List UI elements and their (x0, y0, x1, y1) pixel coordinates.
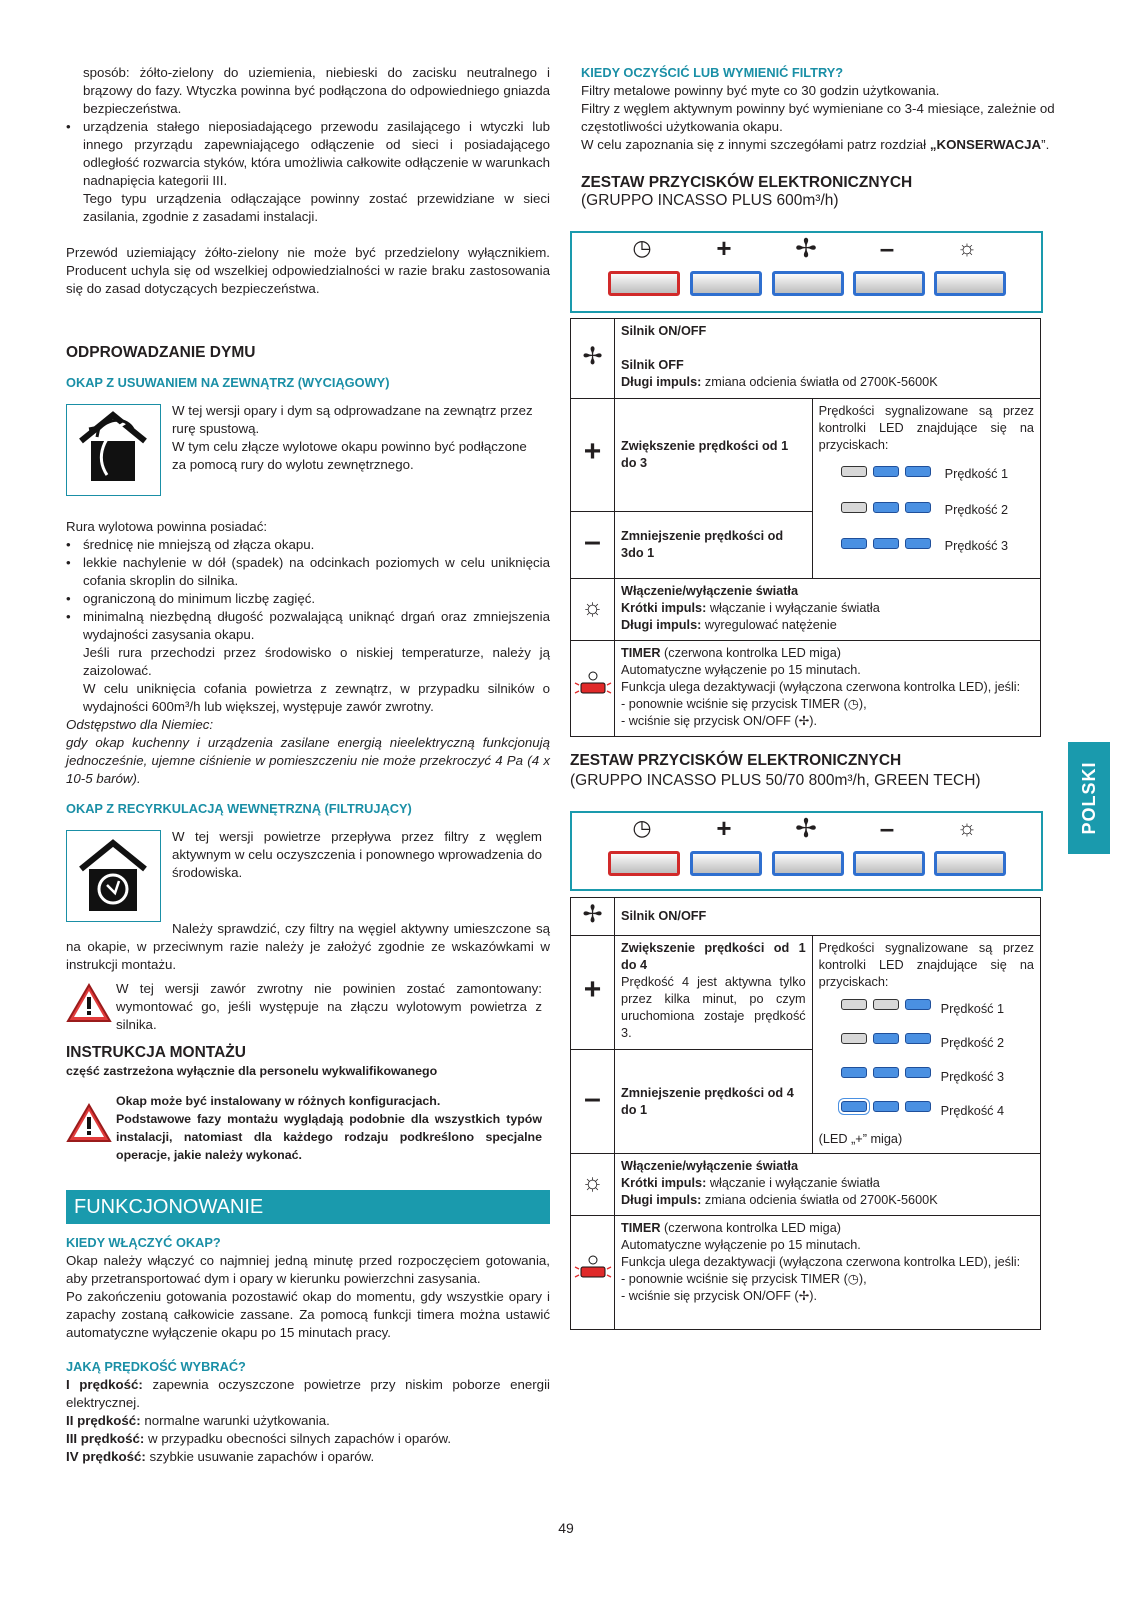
speed-indicator-cell (812, 399, 1040, 579)
timer-button[interactable] (608, 851, 680, 876)
external-block (66, 404, 550, 504)
functioning-band: FUNKCJONOWANIE (66, 1190, 550, 1224)
filter-line-2: Filtry z węglem aktywnym powinny być wymieniane co 3-4 miesiące, zależnie od częstotliwości użytkowania okapu. (581, 101, 1055, 134)
led-fan (873, 466, 899, 477)
speed-indicator-cell (812, 936, 1040, 1154)
filter-line-1: Filtry metalowe powinny być myte co 30 godzin użytkowania. (581, 83, 940, 98)
minus-cell: Zmniejszenie prędkości od 3do 1 (615, 511, 813, 579)
when-heading: KIEDY WŁĄCZYĆ OKAP? (66, 1235, 221, 1250)
timer-led-icon (571, 1216, 615, 1330)
external-heading: OKAP Z USUWANIEM NA ZEWNĄTRZ (WYCIĄGOWY) (66, 375, 390, 390)
minus-icon: – (584, 525, 601, 559)
speed-label: Prędkość 4 (940, 1104, 1005, 1118)
led-plus (841, 1067, 867, 1078)
intro-indent: sposób: żółto-zielony do uziemienia, niebieski do zacisku neutralnego i brązowy do fazy. Wtyczka powinna być podłączona do odpowiedniego gniazda bezpieczeństwa. (83, 65, 550, 116)
led-minus (905, 1067, 931, 1078)
recirc-text-1: W tej wersji powietrze przepływa przez filtry z węglem aktywnym w celu oczyszczenia i ponownego wprowadzenia do środowiska. (172, 829, 542, 880)
recirc-block (66, 830, 550, 922)
control-panel-1 (570, 231, 1043, 313)
speed-heading: JAKĄ PRĘDKOŚĆ WYBRAĆ? (66, 1359, 246, 1374)
light-icon: ☼ (581, 594, 604, 621)
fan-icon: ✢ (582, 343, 603, 370)
plus-icon: + (583, 973, 602, 1006)
function-table-1 (570, 318, 1041, 737)
fan-icon: ✢ (795, 813, 817, 843)
led-plus-blinking (841, 1101, 867, 1112)
smoke-heading: ODPROWADZANIE DYMU (66, 344, 256, 361)
germany-text: gdy okap kuchenny i urządzenia zasilane energią nieelektryczną funkcjonują jednocześnie, ujemne ciśnienie w pomieszczeniu nie może przekroczyć 4 Pa (4 x 10-5 barów). (66, 735, 550, 786)
pipe-intro: Rura wylotowa powinna posiadać: (66, 519, 268, 534)
signal-text: Prędkości sygnalizowane są przez kontrolki LED znajdujące się na przyciskach: (818, 404, 1034, 452)
light-button[interactable] (934, 851, 1006, 876)
timer-cell: TIMER (czerwona kontrolka LED miga) Automatyczne wyłączenie po 15 minutach. Funkcja ulega dezaktywacji (wyłączona czerwona kontrolka LED), jeśli: - ponownie wciśnie się przycisk TIMER (◷), - wciśnie się przycisk ON/OFF (✢). (615, 641, 1041, 737)
led-minus (905, 466, 931, 477)
speed-label: Prędkość 2 (944, 503, 1009, 517)
plus-cell: Zwiększenie prędkości od 1 do 4 Prędkość 4 jest aktywna tylko przez kilka minut, po czym uruchomiona zostaje prędkość 3. (615, 936, 813, 1050)
function-table-2 (570, 897, 1041, 1330)
fan-button[interactable] (772, 851, 844, 876)
when-text: Okap należy włączyć co najmniej jedną minutę przed rozpoczęciem gotowania, aby przetransportować dym i opary w kierunku powierzchni zasysania. Po zakończeniu gotowania pozostawić okap do momentu, gdy wszystkie opary i zapachy zostaną całkowicie zassane. Za pomocą funkcji timera można ustawić automatyczne wyłączenie okapu po 15 minutach pracy. (66, 1253, 550, 1340)
led-minus (905, 1101, 931, 1112)
led-fan (873, 999, 899, 1010)
speed-item-4: IV prędkość: szybkie usuwanie zapachów i oparów. (66, 1449, 375, 1464)
plus-icon: + (716, 233, 732, 263)
pipe-bullet: • ograniczoną do minimum liczbę zagięć. (66, 590, 550, 608)
led-plus (841, 466, 867, 477)
fan-icon: ✢ (795, 233, 817, 263)
speed-label: Prędkość 3 (940, 1070, 1005, 1084)
warning-block-2 (66, 1092, 550, 1166)
set1-heading: ZESTAW PRZYCISKÓW ELEKTRONICZNYCH (581, 174, 913, 191)
recirc-hood-icon (66, 830, 161, 922)
led-fan (873, 502, 899, 513)
led-plus (841, 502, 867, 513)
light-icon: ☼ (956, 815, 978, 840)
page-number: 49 (558, 1520, 574, 1536)
fan-button[interactable] (772, 271, 844, 296)
set2-heading: ZESTAW PRZYCISKÓW ELEKTRONICZNYCH (570, 752, 902, 769)
led-minus (905, 502, 931, 513)
pipe-bullet: • minimalną niezbędną długość pozwalającą uniknąć drgań oraz zmniejszenia wydajności zasysania okapu. (66, 608, 550, 644)
minus-cell: Zmniejszenie prędkości od 4 do 1 (615, 1050, 813, 1154)
warning-text-2: Okap może być instalowany w różnych konfiguracjach. Podstawowe fazy montażu wyglądają podobnie dla wszystkich typów instalacji, natomiast dla każdego rodzaju podkreślono specjalne operacje, jakie należy wykonać. (116, 1094, 542, 1162)
speed-indicators (819, 991, 1034, 1131)
minus-icon: – (879, 813, 895, 843)
led-fan (873, 1033, 899, 1044)
light-cell: Włączenie/wyłączenie światła Krótki impuls: włączanie i wyłączanie światła Długi impuls: wyregulować natężenie (615, 579, 1041, 641)
external-text: W tej wersji opary i dym są odprowadzane na zewnątrz przez rurę spustową. W tym celu złącze wylotowe okapu powinno być podłączone za pomocą rury do wylotu zewnętrznego. (172, 403, 533, 472)
pipe-indent-2: W celu uniknięcia cofania powietrza z zewnątrz, w przypadku silników o wydajności 600m³/h lub większej, występuje zawór zwrotny. (83, 681, 550, 714)
warning-text-1: W tej wersji zawór zwrotny nie powinien zostać zamontowany: wymontować go, jeśli występuje na złączu wylotowym powietrza z silnika. (116, 981, 542, 1032)
control-panel-2 (570, 811, 1043, 891)
fan-cell: Silnik ON/OFF Silnik OFF Długi impuls: zmiana odcienia światła od 2700K-5600K (615, 319, 1041, 399)
timer-button[interactable] (608, 271, 680, 296)
recirc-text-2: Należy sprawdzić, czy filtry na węgiel aktywny umieszczone są na okapie, w przeciwnym razie należy je założyć zgodnie ze wskazówkami w instrukcji montażu. (66, 921, 550, 972)
speed-item-1: I prędkość: zapewnia oczyszczone powietrze przy niskim poborze energii elektrycznej. (66, 1377, 550, 1410)
filter-heading: KIEDY OCZYŚCIĆ LUB WYMIENIĆ FILTRY? (581, 65, 844, 80)
plus-cell: Zwiększenie prędkości od 1 do 3 (615, 399, 813, 512)
warning-icon (66, 1102, 112, 1144)
minus-icon: – (879, 233, 895, 263)
pipe-indent-1: Jeśli rura przechodzi przez środowisko o niskiej temperaturze, należy ją zaizolować. (83, 645, 550, 678)
led-plus (841, 1033, 867, 1044)
pipe-bullet: • lekkie nachylenie w dół (spadek) na odcinkach poziomych w celu uniknięcia cofania skroplin do silnika. (66, 554, 550, 590)
light-cell: Włączenie/wyłączenie światła Krótki impuls: włączanie i wyłączanie światła Długi impuls: zmiana odcienia światła od 2700K-5600K (615, 1154, 1041, 1216)
set2-subtitle: (GRUPPO INCASSO PLUS 50/70 800m³/h, GREEN TECH) (570, 772, 981, 789)
set1-subtitle: (GRUPPO INCASSO PLUS 600m³/h) (581, 192, 839, 209)
install-subtitle: część zastrzeżona wyłącznie dla personelu wykwalifikowanego (66, 1064, 438, 1078)
timer-led-icon (571, 641, 615, 737)
led-fan (873, 538, 899, 549)
led-fan (873, 1067, 899, 1078)
language-tab: POLSKI (1068, 742, 1110, 854)
minus-button[interactable] (853, 271, 925, 296)
right-column (581, 64, 1061, 210)
speed-indicators (819, 454, 1034, 574)
timer-cell: TIMER (czerwona kontrolka LED miga) Automatyczne wyłączenie po 15 minutach. Funkcja ulega dezaktywacji (wyłączona czerwona kontrolka LED), jeśli: - ponownie wciśnie się przycisk TIMER (◷), - wciśnie się przycisk ON/OFF (✢). (615, 1216, 1041, 1330)
plus-icon: + (583, 435, 602, 469)
external-hood-icon (66, 404, 161, 496)
speed-label: Prędkość 3 (944, 539, 1009, 553)
install-heading: INSTRUKCJA MONTAŻU (66, 1044, 246, 1061)
minus-icon: – (584, 1082, 601, 1115)
left-column (66, 64, 550, 1466)
speed-label: Prędkość 1 (940, 1002, 1005, 1016)
plus-icon: + (716, 813, 732, 843)
led-note: (LED „+” miga) (818, 1132, 903, 1146)
plus-button[interactable] (690, 271, 762, 296)
timer-icon: ◷ (632, 235, 652, 260)
speed-label: Prędkość 1 (944, 467, 1009, 481)
pipe-bullet: • średnicę nie mniejszą od złącza okapu. (66, 536, 550, 554)
light-icon: ☼ (956, 235, 978, 260)
led-plus (841, 538, 867, 549)
warning-block-1 (66, 981, 550, 1032)
speed-label: Prędkość 2 (940, 1036, 1005, 1050)
warning-icon (66, 982, 112, 1024)
light-button[interactable] (934, 271, 1006, 296)
speed-item-3: III prędkość: w przypadku obecności silnych zapachów i oparów. (66, 1431, 452, 1446)
led-plus (841, 999, 867, 1010)
fan-icon: ✢ (582, 901, 603, 928)
intro-indent-2: Tego typu urządzenia odłączające powinny zostać przewidziane w sieci zasilania, zgodnie z zasadami instalacji. (83, 191, 550, 224)
led-minus (905, 999, 931, 1010)
led-minus (905, 1033, 931, 1044)
led-fan (873, 1101, 899, 1112)
intro-bullet: • urządzenia stałego nieposiadającego przewodu zasilającego i wtyczki lub innego przyrządu zapewniającego odłączenie od sieci i posiadającego odległość rozwarcia styków, która umożliwia całkowite odłączenie w warunkach nadnapięcia kategorii III. (66, 118, 550, 190)
ground-paragraph: Przewód uziemiający żółto-zielony nie może być przedzielony wyłącznikiem. Producent uchyla się od wszelkiej odpowiedzialności w razie braku zastosowania się do zasad dotyczących bezpieczeństwa. (66, 245, 550, 296)
signal-text: Prędkości sygnalizowane są przez kontrolki LED znajdujące się na przyciskach: (818, 941, 1034, 989)
filter-line-3: W celu zapoznania się z innymi szczegółami patrz rozdział „KONSERWACJA”. (581, 137, 1050, 152)
fan-cell: Silnik ON/OFF (615, 898, 1041, 936)
recirc-heading: OKAP Z RECYRKULACJĄ WEWNĘTRZNĄ (FILTRUJĄCY) (66, 801, 412, 816)
timer-icon: ◷ (632, 815, 652, 840)
light-icon: ☼ (581, 1169, 604, 1196)
germany-title: Odstępstwo dla Niemiec: (66, 717, 214, 732)
minus-button[interactable] (853, 851, 925, 876)
led-minus (905, 538, 931, 549)
fan-icon-cell (571, 319, 615, 399)
plus-button[interactable] (690, 851, 762, 876)
speed-item-2: II prędkość: normalne warunki użytkowania. (66, 1413, 330, 1428)
